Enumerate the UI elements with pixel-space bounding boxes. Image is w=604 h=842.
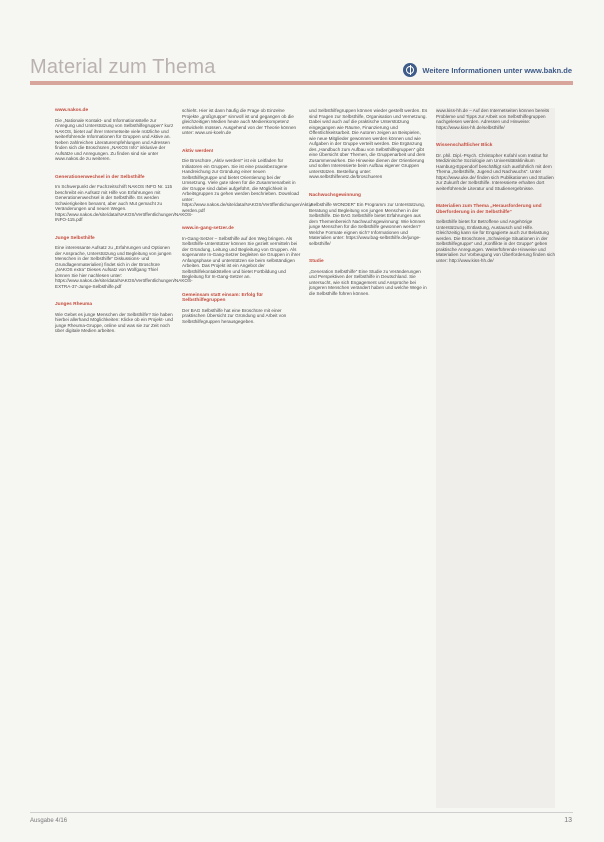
section-heading: www.nakos.de <box>55 108 89 113</box>
section-body: www.kiss-hh.de – Auf den Internetseiten können bereits Probleme und Tipps zur Arbeit von Selbsthilfegruppen nachgelesen werden. Adressen und Hinweise: https://www.kiss-hh.de/selbsthilfe/ <box>436 108 550 130</box>
section-heading: Wissenschaftlicher Blick <box>436 143 493 148</box>
section <box>55 235 193 290</box>
page-number: 13 <box>564 817 572 824</box>
section-heading: Aktiv werden! <box>182 148 214 154</box>
section-body: In-Gang-Setzer – Selbsthilfe auf den Weg bringen. Als Selbsthilfe-Unterstützer können Sie gezielt vermitteln bei der Gründung, Leitung und Begleitung von Gruppen. Als sogenannte In-Gang-Setzer begleiten sie Gruppen in ihrer Anfangsphase und unterstützen sie beim selbständigen Arbeiten. Das Projekt ist ein Angebot der Selbsthilfekontaktstellen und bietet Fortbildung und Begleitung für In-Gang-Setzer an. <box>182 235 301 280</box>
article-columns <box>55 108 565 808</box>
section-heading: www.in-gang-setzer.de <box>182 226 234 232</box>
section-body: Die „Nationale Kontakt- und Informationsstelle zur Anregung und Unterstützung von Selbsthilfegruppen“ kurz NAKOS, bietet auf ihrer Internetseite viele nützliche und weiterführende Informationen für Gruppen und Aktive an. Neben zahlreichen Literaturempfehlungen und Adressen finden sich die Broschüren „NAKOS Info“ inklusive der Aufsätze und Anregungen. Zu finden sind sie unter www.nakos.de zu weiteren. <box>55 117 174 162</box>
section <box>182 226 301 280</box>
page-title: Material zum Thema <box>30 56 216 78</box>
globe-icon <box>403 63 417 77</box>
website-link[interactable] <box>403 63 572 77</box>
footer-divider <box>30 812 573 813</box>
section-body: „Selbsthilfe WONDER“ Ein Programm zur Unterstützung, Beratung und Begleitung von jungen Menschen in der Selbsthilfe. Die BAG Selbsthilfe bietet Erfahrungen aus dem Themenbereich Nachwuchsgewinnung: Wie können junge Menschen für die Selbsthilfe gewonnen werden? Welche Formate eignen sich? Informationen und Materialien unter: https://www.bag-selbsthilfe.de/junge-selbsthilfe/ <box>309 202 426 246</box>
section-body: schieht. Hier ist dann häufig die Frage ob Einzelne Projekte „großgruppe“ sinnvoll ist und gegangen ob die gleichzeitigen Medien heute auch Medienkompetenz entwickeln müssen. Ausgehend von der Theorie können unter: www.uni-koeln.de <box>182 108 297 135</box>
column-4-sidebar <box>436 108 555 808</box>
section <box>182 108 301 136</box>
section-body: Eine interessante Aufsatz zu „Erfahrungen und Optionen der Ansprache, Unterstützung und Begleitung von jungen Menschen in der Selbsthilfe“ Diskussions- und Grundlagenmaterialien) findet sich in der Broschüre „NAKOS extra“ Dieses Aufsatz von Wolfgang Thiel können Sie hier nachlesen unter: https://www.nakos.de/site/data/NAKOS/Veröffentlichungen/NAKOS-EXTRA-37-Junge-Selbsthilfe.pdf <box>55 245 193 289</box>
section-heading: Materialien zum Thema „Herausforderung und Überforderung in der Selbsthilfe“ <box>436 204 542 215</box>
column-2 <box>182 108 314 808</box>
section-heading: Junge Selbsthilfe <box>55 235 95 241</box>
section <box>55 302 174 334</box>
section <box>309 259 428 296</box>
section-body: Wie Gebet es junge Menschen der Selbsthilfe? Sie haben hierbei allerhand Möglichkeiten: Klicke ob ein Projekt- und junge Rheuma-Gruppe, online und was sie zur Zeit noch über digitale Medien arbeiten. <box>55 311 173 334</box>
section-heading: Gemeinsam statt einsam: Erfolg für Selbsthilfegruppen <box>182 292 264 304</box>
section-body: und Selbsthilfegruppen können wieder gestellt werden. Es sind Fragen zur Selbsthilfe, Organisation und Vernetzung. Dabei wird auch auf die praktische Unterstützung eingegangen wie Räume, Finanzierung und Öffentlichkeitsarbeit. Die Autoren zeigen an Beispielen, wie neue Mitglieder gewonnen werden können und wie Aufgaben in der Gruppe verteilt werden. Die Ergänzung des „Handbuch zum Aufbau von Selbsthilfegruppen“ gibt eine Übersicht über Themen, die Gruppenarbeit und dem Zusammenwirken. Die Hinweise dienen der Orientierung und sollen Interessierte beim Aufbau eigener Gruppen unterstützen. Bestellung unter: www.selbsthilfenetz.de/broschueren <box>309 108 428 179</box>
section-body: „Generation Selbsthilfe“ Eine Studie zu Veränderungen und Perspektiven der Selbsthilfe in Deutschland. Sie untersucht, wie sich Engagement und Ansprüche bei jüngeren Menschen verändert haben und welche Wege in die Selbsthilfe führen können. <box>309 268 427 296</box>
section <box>309 108 428 180</box>
section <box>182 293 301 325</box>
issue-label: Ausgabe 4/16 <box>30 818 68 824</box>
section <box>309 193 428 247</box>
section-heading: Generationenwechsel in der Selbsthilfe <box>55 174 145 180</box>
section-heading: Studie <box>309 259 324 265</box>
section-heading: Nachwuchsgewinnung <box>309 192 361 198</box>
column-3 <box>309 108 428 808</box>
section <box>436 108 555 130</box>
section <box>55 108 174 162</box>
section-body: Die Broschüre „Aktiv werden!“ ist ein Leitfaden für Initiatoren ein Gruppen. Sie ist eine praxisbezogene Handreichung zur Gründung einer neuen Selbsthilfegruppe und bietet Orientierung bei der Umsetzung. Viele gute Ideen für die Zusammenarbeit in der Gruppe sind dabei aufgeführt, die Möglichkeit in Arbeitsgruppen zu gehen werden beschrieben. Download unter: https://www.nakos.de/site/data/NAKOS/Veröffentlichungen/Aktiv-werden.pdf <box>182 158 314 213</box>
section-body: Selbsthilfe bietet für Betroffene und Angehörige Unterstützung, Entlastung, Austausch und Hilfe. Gleichzeitig kann sie für Engagierte auch zur Belastung werden. Die Broschüren „Schwierige Situationen in der Selbsthilfegruppe“ und „Konflikte in der Gruppe“ geben praktische Anregungen. Weiterführende Hinweise und Materialien zur Vorbeugung von Überforderung finden sich unter: http://www.kiss-hh.de/ <box>436 219 555 263</box>
header-divider <box>30 81 573 85</box>
website-link-label: Weitere Informationen unter www.bakn.de <box>422 65 572 75</box>
section <box>182 148 314 214</box>
section <box>436 143 555 191</box>
section-body: Der BAG Selbsthilfe hat eine Broschüre mit einer praktischen Übersicht zur Gründung und Arbeit von Selbsthilfegruppen herausgegeben. <box>182 307 287 324</box>
section-heading: Junges Rheuma <box>55 302 93 308</box>
column-1 <box>55 108 193 808</box>
section-body: Dr. phil. Dipl.-Psych. Christopher Kofahl vom Institut für Medizinische Soziologie am Universitätsklinikum Hamburg-Eppendorf beschäftigt sich ausführlich mit dem Thema „Selbsthilfe, Jugend und Nachwuchs“. Unter https://www.uke.de/ finden sich Publikationen und Studien zur Zukunft der Selbsthilfe. Interessierte erhalten dort weiterführende Literatur und Studienergebnisse. <box>436 152 554 191</box>
section <box>436 204 555 263</box>
section <box>55 174 193 223</box>
section-body: Im Schwerpunkt der Fachzeitschrift NAKOS INFO Nr. 115 beschreibt ein Aufsatz mit Hilfe von Erfahrungen mit Generationenwechsel in der Selbsthilfe. Es werden Schwierigkeiten benannt, aber auch Mut gemacht zu Veränderungen und neuen Wegen. https://www.nakos.de/site/data/NAKOS/Veröffentlichungen/NAKOS-INFO-115.pdf <box>55 184 193 223</box>
